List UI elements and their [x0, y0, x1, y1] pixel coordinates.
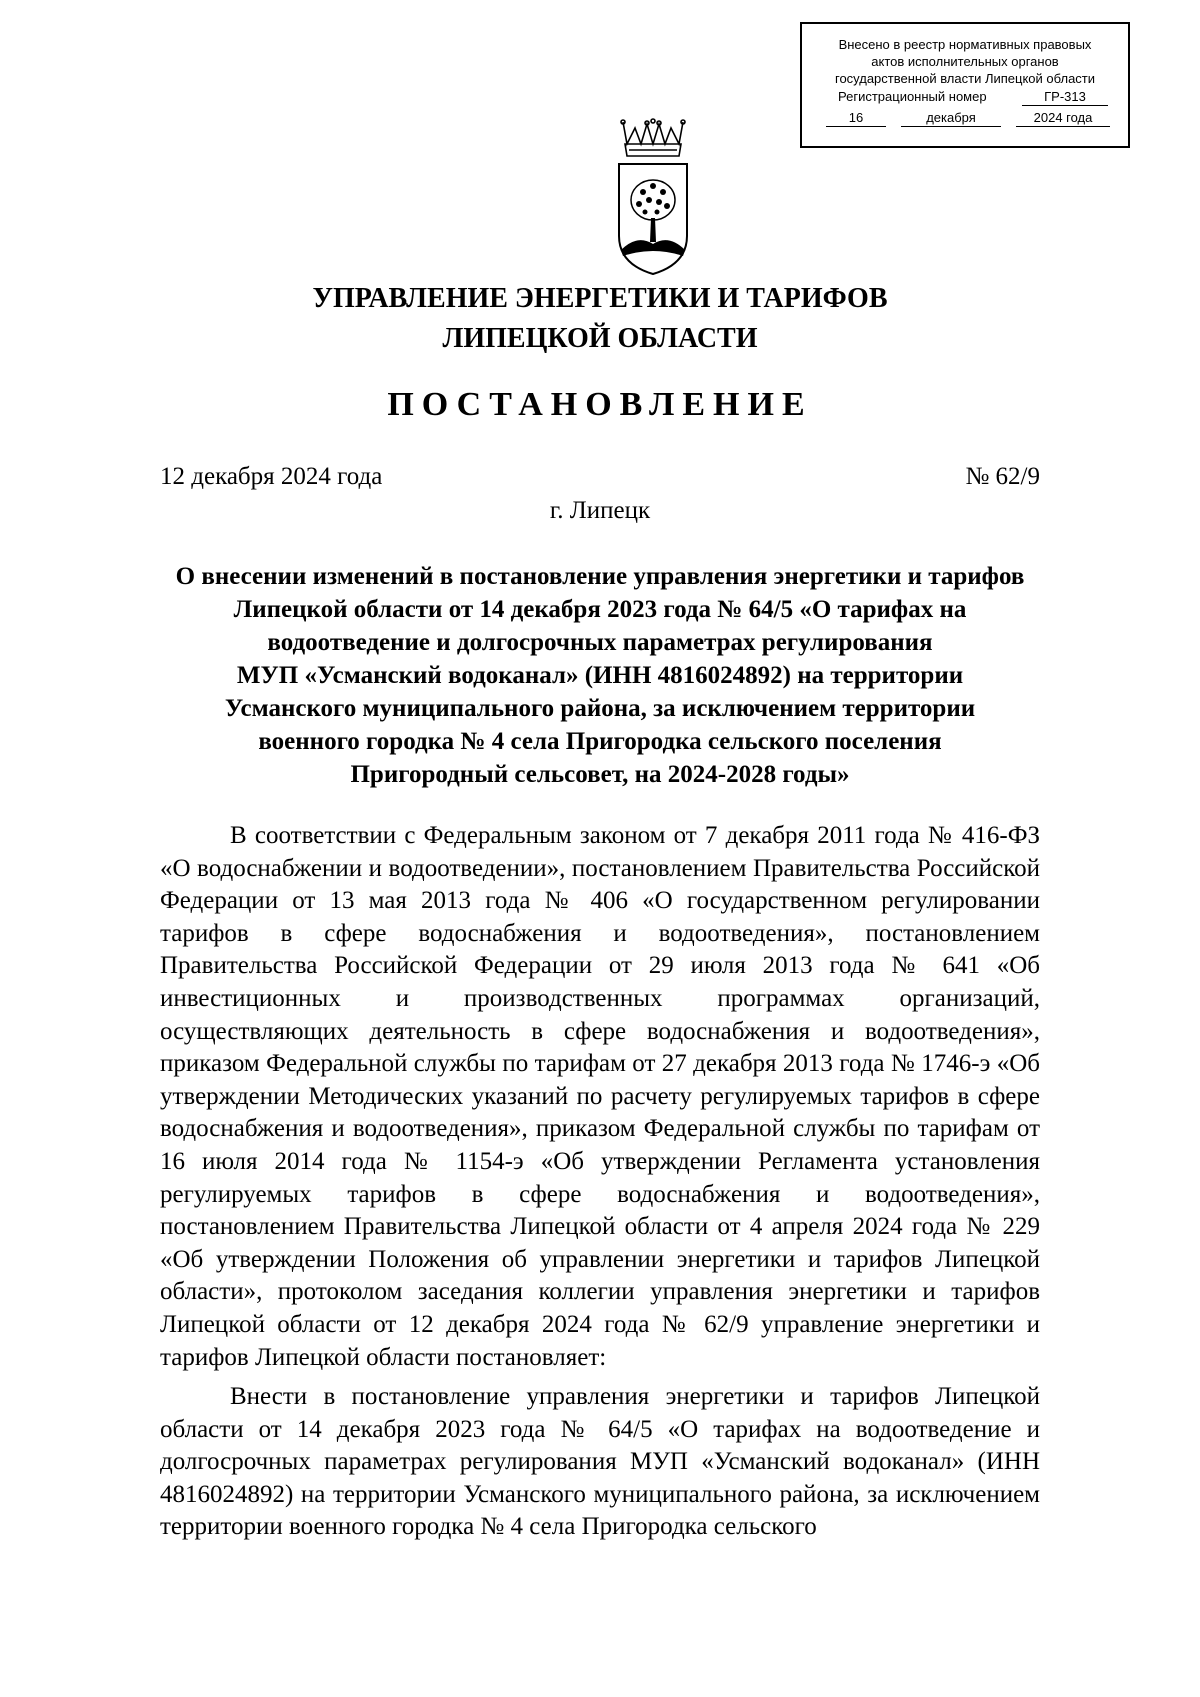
- subject-line: Пригородный сельсовет, на 2024-2028 годы»: [350, 761, 850, 788]
- subject-line: Липецкой области от 14 декабря 2023 года № 64/5 «О тарифах на: [233, 596, 967, 623]
- org-title-line-1: УПРАВЛЕНИЕ ЭНЕРГЕТИКИ И ТАРИФОВ: [312, 283, 888, 314]
- stamp-line-1: Внесено в реестр нормативных правовых: [838, 37, 1092, 52]
- lipetsk-coat-of-arms-icon: [613, 118, 693, 278]
- stamp-day: 16: [826, 109, 886, 127]
- subject-line: военного городка № 4 села Пригородка сельского поселения: [258, 728, 942, 755]
- registry-stamp: [800, 22, 1130, 148]
- organization-title: [0, 279, 1200, 359]
- stamp-reg-label: Регистрационный номер: [838, 89, 987, 104]
- document-type: ПОСТАНОВЛЕНИЕ: [387, 386, 813, 423]
- stamp-line-2: актов исполнительных органов: [871, 54, 1059, 69]
- stamp-reg-number: ГР-313: [1022, 88, 1108, 106]
- stamp-line-3: государственной власти Липецкой области: [834, 71, 1096, 86]
- subject-line: Усманского муниципального района, за исключением территории: [224, 695, 976, 722]
- document-city: г. Липецк: [549, 497, 651, 524]
- subject-line: О внесении изменений в постановление управления энергетики и тарифов: [175, 563, 1025, 590]
- subject-line: МУП «Усманский водоканал» (ИНН 4816024892) на территории: [236, 662, 964, 689]
- body-paragraph-2: Внести в постановление управления энергетики и тарифов Липецкой области от 14 декабря 2023 года № 64/5 «О тарифах на водоотведение и долгосрочных параметрах регулирования МУП «Усманский водоканал» (ИНН 4816024892) на территории Усманского муниципального района, за исключением территории военного городка № 4 села Пригородка сельского: [160, 1383, 1040, 1541]
- subject-line: водоотведение и долгосрочных параметрах регулирования: [267, 629, 933, 656]
- org-title-line-2: ЛИПЕЦКОЙ ОБЛАСТИ: [442, 323, 758, 354]
- document-subject: [150, 560, 1050, 791]
- body-paragraph-1: В соответствии с Федеральным законом от 7 декабря 2011 года № 416-ФЗ «О водоснабжении и водоотведении», постановлением Правительства Российской Федерации от 13 мая 2013 года № 406 «О государственном регулировании тарифов в сфере водоснабжения и водоотведения», постановлением Правительства Российской Федерации от 29 июля 2013 года № 641 «Об инвестиционных и производственных программах организаций, осуществляющих деятельность в сфере водоснабжения и водоотведения», приказом Федеральной службы по тарифам от 27 декабря 2013 года № 1746-э «Об утверждении Методических указаний по расчету регулируемых тарифов в сфере водоснабжения и водоотведения», приказом Федеральной службы по тарифам от 16 июля 2014 года № 1154-э «Об утверждении Регламента установления регулируемых тарифов в сфере водоснабжения и водоотведения», постановлением Правительства Липецкой области от 4 апреля 2024 года № 229 «Об утверждении Положения об управлении энергетики и тарифов Липецкой области», протоколом заседания коллегии управления энергетики и тарифов Липецкой области от 12 декабря 2024 года № 62/9 управление энергетики и тарифов Липецкой области постановляет:: [160, 822, 1040, 1371]
- stamp-registration-row: [802, 88, 1128, 106]
- stamp-year: 2024 года: [1016, 109, 1110, 127]
- document-number: № 62/9: [965, 463, 1040, 490]
- document-date: 12 декабря 2024 года: [160, 463, 383, 490]
- stamp-month: декабря: [901, 109, 1001, 127]
- stamp-date-row: [802, 109, 1128, 127]
